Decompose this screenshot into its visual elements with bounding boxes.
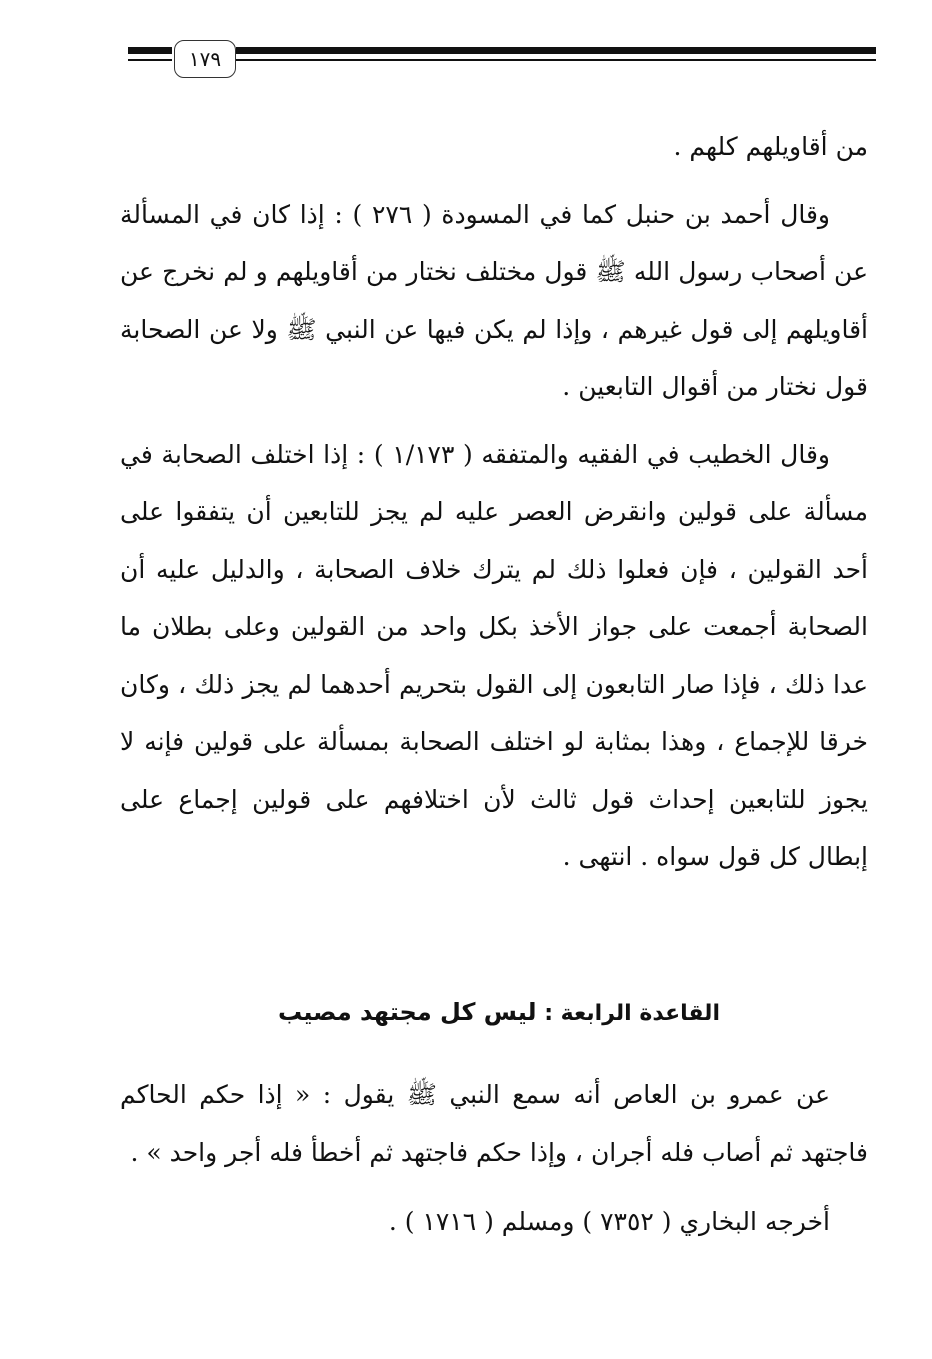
header-rule-left-thick (128, 47, 172, 54)
paragraph-ahmad-quote: وقال أحمد بن حنبل كما في المسودة ( ٢٧٦ ) : إذا كان في المسألة عن أصحاب رسول الله ﷺ قول مختلف نختار من أقاويلهم و لم نخرج عن أقاويلهم إلى قول غيرهم ، وإذا لم يكن فيها عن النبي ﷺ ولا عن الصحابة قول نختار من أقوال التابعين . (120, 199, 868, 401)
section-heading-label: القاعدة الرابعة : (544, 1001, 720, 1026)
paragraph-hadith: عن عمرو بن العاص أنه سمع النبي ﷺ يقول : « إذا حكم الحاكم فاجتهد ثم أصاب فله أجران ، وإذا حكم فاجتهد ثم أخطأ فله أجر واحد » . (120, 1080, 868, 1167)
page-header (128, 40, 876, 84)
header-rule-right-thin (236, 59, 876, 61)
main-text (120, 118, 868, 886)
paragraph-khatib-quote: وقال الخطيب في الفقيه والمتفقه ( ١/١٧٣ ) : إذا اختلف الصحابة في مسألة على قولين وانقرض العصر عليه لم يجز للتابعين أن يتفقوا على أحد القولين ، فإن فعلوا ذلك لم يترك خلاف الصحابة ، والدليل عليه أن الصحابة أجمعت على جواز الأخذ بكل واحد من القولين وعلى بطلان ما عدا ذلك ، فإذا صار التابعون إلى القول بتحريم أحدهما لم يجز ذلك ، وكان خرقا للإجماع ، وهذا بمثابة لو اختلف الصحابة بمسألة على قولين فإنه لا يجوز للتابعين إحداث قول ثالث لأن اختلافهم على قولين إجماع على إبطال كل قول سواه . انتهى . (120, 439, 868, 871)
paragraph-continuation: من أقاويلهم كلهم . (673, 132, 868, 161)
header-rule-right-thick (236, 47, 876, 54)
section-heading-title: ليس كل مجتهد مصيب (277, 998, 537, 1026)
page-number: ١٧٩ (174, 40, 236, 78)
header-rule-left-thin (128, 59, 172, 61)
section-text (120, 1066, 868, 1251)
section-heading (120, 992, 720, 1034)
paragraph-hadith-source: أخرجه البخاري ( ٧٣٥٢ ) ومسلم ( ١٧١٦ ) . (388, 1207, 830, 1236)
